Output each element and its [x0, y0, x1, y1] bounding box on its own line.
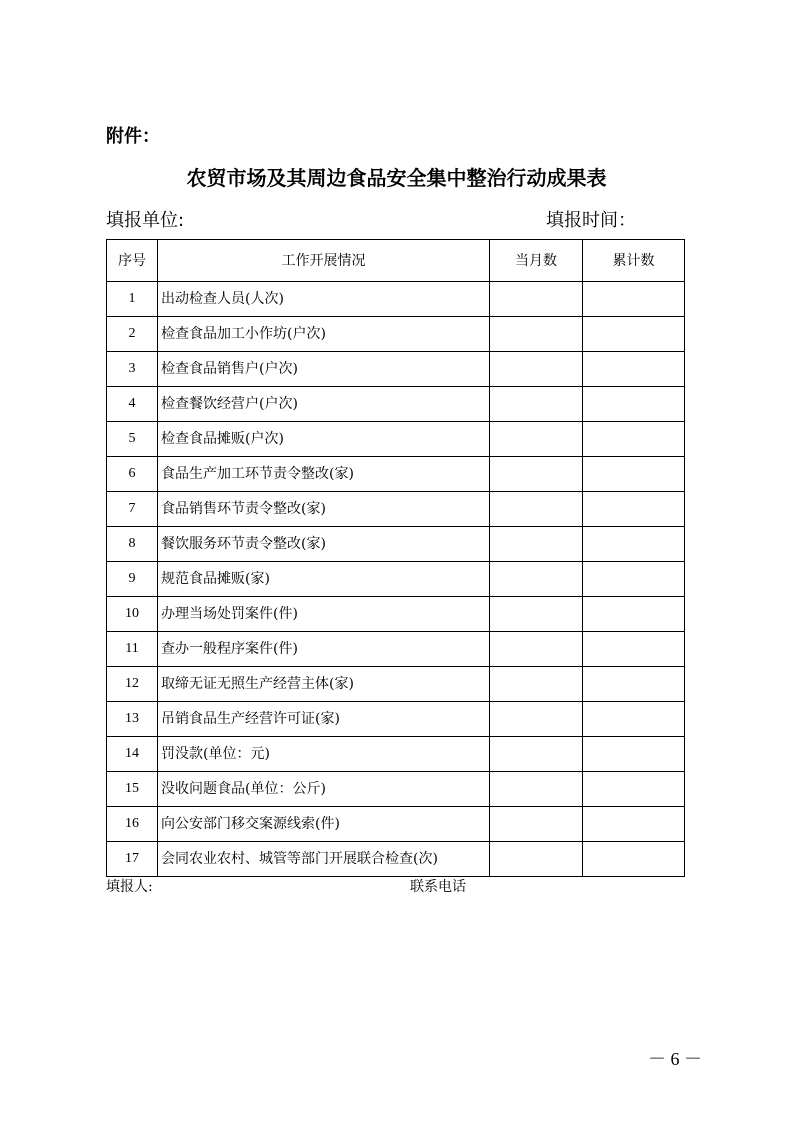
column-header-number: 序号 [107, 240, 158, 282]
row-item: 检查餐饮经营户(户次) [158, 387, 490, 422]
row-item: 规范食品摊贩(家) [158, 562, 490, 597]
row-number: 3 [107, 352, 158, 387]
row-total-value [583, 352, 685, 387]
row-number: 2 [107, 317, 158, 352]
table-row [107, 667, 685, 702]
table-row [107, 842, 685, 877]
row-month-value [490, 597, 583, 632]
row-number: 10 [107, 597, 158, 632]
table-row [107, 597, 685, 632]
column-header-work: 工作开展情况 [158, 240, 490, 282]
row-number: 5 [107, 422, 158, 457]
row-item: 食品销售环节责令整改(家) [158, 492, 490, 527]
row-total-value [583, 737, 685, 772]
row-month-value [490, 562, 583, 597]
results-table [106, 239, 685, 877]
row-number: 7 [107, 492, 158, 527]
row-month-value [490, 317, 583, 352]
row-number: 17 [107, 842, 158, 877]
table-row [107, 352, 685, 387]
row-item: 餐饮服务环节责令整改(家) [158, 527, 490, 562]
table-row [107, 457, 685, 492]
attachment-label: 附件： [106, 126, 160, 147]
row-total-value [583, 282, 685, 317]
phone-label: 联系电话 [410, 879, 466, 895]
row-number: 1 [107, 282, 158, 317]
row-month-value [490, 842, 583, 877]
row-total-value [583, 387, 685, 422]
row-item: 罚没款(单位：元) [158, 737, 490, 772]
row-month-value [490, 737, 583, 772]
row-total-value [583, 842, 685, 877]
row-number: 8 [107, 527, 158, 562]
table-body [107, 282, 685, 877]
fill-unit-label: 填报单位: [106, 210, 185, 231]
row-total-value [583, 632, 685, 667]
table-row [107, 807, 685, 842]
row-month-value [490, 807, 583, 842]
table-row [107, 632, 685, 667]
table-row [107, 317, 685, 352]
row-month-value [490, 527, 583, 562]
row-month-value [490, 632, 583, 667]
row-total-value [583, 772, 685, 807]
row-number: 9 [107, 562, 158, 597]
row-item: 没收问题食品(单位：公斤) [158, 772, 490, 807]
row-month-value [490, 457, 583, 492]
row-number: 13 [107, 702, 158, 737]
column-header-month: 当月数 [490, 240, 583, 282]
row-month-value [490, 352, 583, 387]
row-item: 吊销食品生产经营许可证(家) [158, 702, 490, 737]
row-item: 会同农业农村、城管等部门开展联合检查(次) [158, 842, 490, 877]
table-row [107, 492, 685, 527]
row-number: 14 [107, 737, 158, 772]
row-number: 4 [107, 387, 158, 422]
row-total-value [583, 457, 685, 492]
table-row [107, 772, 685, 807]
row-total-value [583, 562, 685, 597]
row-month-value [490, 422, 583, 457]
row-item: 检查食品加工小作坊(户次) [158, 317, 490, 352]
row-total-value [583, 422, 685, 457]
table-row [107, 702, 685, 737]
row-item: 出动检查人员(人次) [158, 282, 490, 317]
row-total-value [583, 317, 685, 352]
row-item: 检查食品销售户(户次) [158, 352, 490, 387]
document-title: 农贸市场及其周边食品安全集中整治行动成果表 [186, 166, 607, 190]
row-total-value [583, 597, 685, 632]
row-total-value [583, 492, 685, 527]
table-row [107, 387, 685, 422]
row-item: 向公安部门移交案源线索(件) [158, 807, 490, 842]
row-item: 检查食品摊贩(户次) [158, 422, 490, 457]
row-month-value [490, 387, 583, 422]
row-total-value [583, 527, 685, 562]
row-month-value [490, 667, 583, 702]
page-number: － 6 － [648, 1049, 702, 1069]
row-month-value [490, 702, 583, 737]
row-total-value [583, 667, 685, 702]
row-item: 查办一般程序案件(件) [158, 632, 490, 667]
fill-time-label: 填报时间： [546, 210, 636, 231]
row-number: 11 [107, 632, 158, 667]
column-header-total: 累计数 [583, 240, 685, 282]
row-total-value [583, 702, 685, 737]
row-total-value [583, 807, 685, 842]
row-number: 15 [107, 772, 158, 807]
row-month-value [490, 282, 583, 317]
row-number: 12 [107, 667, 158, 702]
table-row [107, 737, 685, 772]
row-month-value [490, 772, 583, 807]
row-item: 办理当场处罚案件(件) [158, 597, 490, 632]
table-row [107, 527, 685, 562]
table-row [107, 422, 685, 457]
row-number: 16 [107, 807, 158, 842]
table-header-row [107, 240, 685, 282]
row-month-value [490, 492, 583, 527]
row-item: 取缔无证无照生产经营主体(家) [158, 667, 490, 702]
filler-label: 填报人: [106, 879, 153, 895]
row-item: 食品生产加工环节责令整改(家) [158, 457, 490, 492]
table-row [107, 562, 685, 597]
table-row [107, 282, 685, 317]
row-number: 6 [107, 457, 158, 492]
